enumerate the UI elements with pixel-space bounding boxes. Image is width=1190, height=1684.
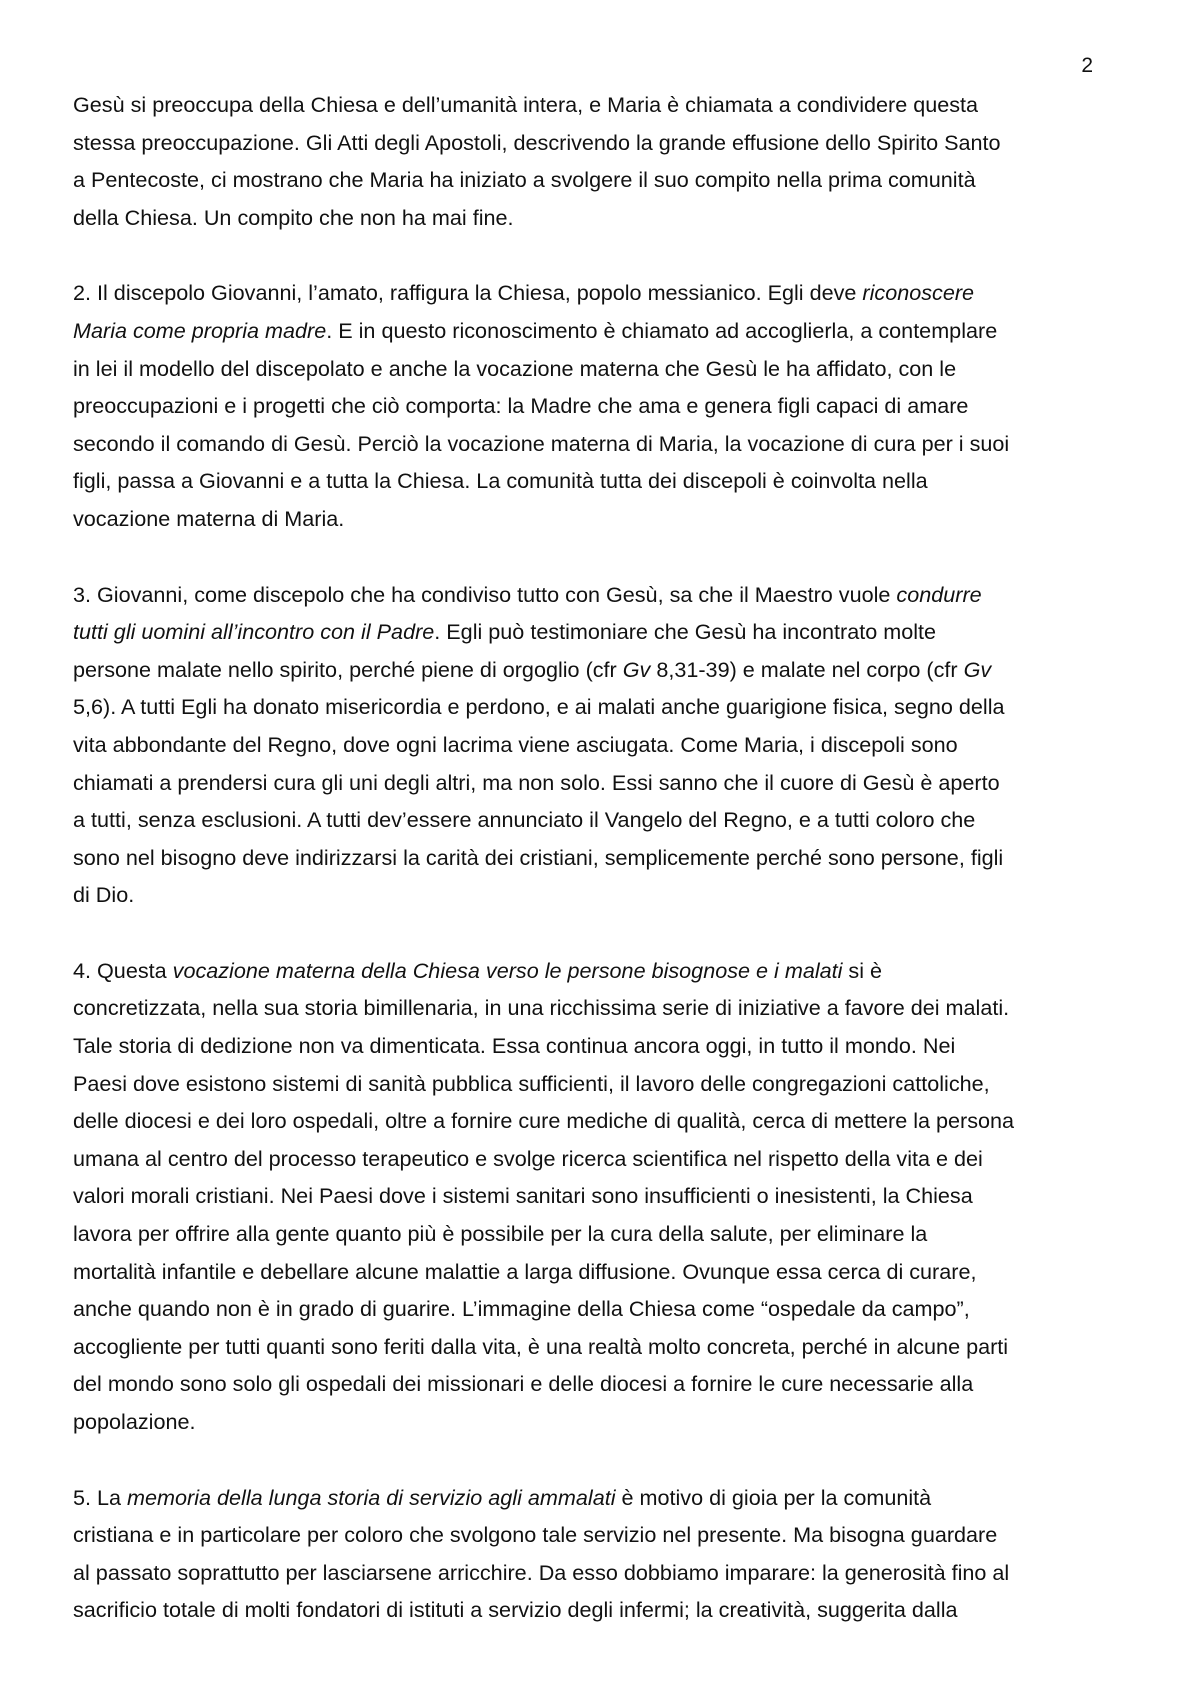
text-segment: al passato soprattutto per lasciarsene arricchire. Da esso dobbiamo imparare: la generosità fino al [73,1559,1010,1585]
italic-text: condurre [896,581,982,607]
text-segment: delle diocesi e dei loro ospedali, oltre a fornire cure mediche di qualità, cerca di mettere la persona [73,1108,1015,1134]
text-line [73,1215,1125,1253]
text-line [73,1516,1125,1554]
text-line [73,764,1125,802]
text-segment: preoccupazioni e i progetti che ciò comporta: la Madre che ama e genera figli capaci di amare [73,393,969,419]
text-segment: sacrificio totale di molti fondatori di istituti a servizio degli infermi; la creatività, suggerita dalla [73,1597,958,1623]
italic-text: memoria della lunga storia di servizio agli ammalati [127,1484,616,1510]
text-line [73,312,1125,350]
text-segment: . E in questo riconoscimento è chiamato ad accoglierla, a contemplare [326,317,998,343]
text-segment: valori morali cristiani. Nei Paesi dove i sistemi sanitari sono insufficienti o inesistenti, la Chiesa [73,1183,973,1209]
italic-text: tutti gli uomini all’incontro con il Padre [73,619,435,645]
text-segment: stessa preoccupazione. Gli Atti degli Apostoli, descrivendo la grande effusione dello Spirito Santo [73,129,1001,155]
text-line [73,726,1125,764]
page-number: 2 [1081,54,1093,77]
text-line [73,952,1125,990]
text-line [73,425,1125,463]
text-segment: popolazione. [73,1409,196,1434]
text-segment: anche quando non è in grado di guarire. L’immagine della Chiesa come “ospedale da campo”, [73,1296,970,1322]
text-line [73,1365,1125,1403]
text-line [73,1253,1125,1291]
text-line [73,462,1125,500]
text-line [73,1065,1125,1103]
text-segment: si è [842,957,883,983]
text-line [73,801,1125,839]
text-line [73,1328,1125,1366]
text-segment: chiamati a prendersi cura gli uni degli altri, ma non solo. Essi sanno che il cuore di Gesù è aperto [73,769,1000,795]
paragraph [73,86,1125,236]
paragraph [73,274,1125,537]
italic-text: Gv [622,656,651,682]
text-segment: 5. La [73,1484,128,1510]
text-line [73,199,1125,237]
text-segment: a tutti, senza esclusioni. A tutti dev’essere annunciato il Vangelo del Regno, e a tutti coloro che [73,807,976,833]
text-segment: della Chiesa. Un compito che non ha mai fine. [73,204,514,230]
text-segment: Tale storia di dedizione non va dimenticata. Essa continua ancora oggi, in tutto il mondo. Nei [73,1033,956,1059]
text-segment: 8,31-39) e malate nel corpo (cfr [650,656,964,682]
text-segment: vocazione materna di Maria. [73,505,345,531]
text-line [73,839,1125,877]
text-segment: vita abbondante del Regno, dove ogni lacrima viene asciugata. Come Maria, i discepoli sono [73,731,958,757]
text-line [73,86,1125,124]
text-line [73,989,1125,1027]
italic-text: Gv [963,656,992,682]
text-segment: di Dio. [73,882,135,908]
text-segment: in lei il modello del discepolato e anche la vocazione materna che Gesù le ha affidato, con le [73,355,957,381]
text-line [73,124,1125,162]
text-line [73,1479,1125,1517]
text-segment: 5,6). A tutti Egli ha donato misericordia e perdono, e ai malati anche guarigione fisica, segno della [73,694,1005,720]
paragraph [73,1479,1125,1629]
text-segment: 3. Giovanni, come discepolo che ha condiviso tutto con Gesù, sa che il Maestro vuole [73,581,897,607]
text-segment: è motivo di gioia per la comunità [615,1484,932,1510]
text-line [73,387,1125,425]
text-line [73,1290,1125,1328]
text-line [73,1591,1125,1629]
text-line [73,1102,1125,1140]
paragraph [73,576,1125,914]
text-segment: secondo il comando di Gesù. Perciò la vocazione materna di Maria, la vocazione di cura per i suoi [73,430,1010,456]
text-line [73,350,1125,388]
text-line [73,613,1125,651]
text-segment: . Egli può testimoniare che Gesù ha incontrato molte [434,619,937,645]
text-segment: 2. Il discepolo Giovanni, l’amato, raffigura la Chiesa, popolo messianico. Egli deve [73,280,863,306]
italic-text: vocazione materna della Chiesa verso le persone bisognose e i malati [172,957,843,983]
text-segment: sono nel bisogno deve indirizzarsi la carità dei cristiani, semplicemente perché sono persone, figli [73,844,1004,870]
text-line [73,1554,1125,1592]
text-line [73,161,1125,199]
text-segment: figli, passa a Giovanni e a tutta la Chiesa. La comunità tutta dei discepoli è coinvolta nella [73,468,928,494]
text-line [73,876,1125,914]
text-line [73,688,1125,726]
text-segment: 4. Questa [73,957,173,983]
text-line [73,1177,1125,1215]
text-segment: lavora per offrire alla gente quanto più è possibile per la cura della salute, per eliminare la [73,1221,928,1247]
text-segment: Paesi dove esistono sistemi di sanità pubblica sufficienti, il lavoro delle congregazioni cattoliche, [73,1070,990,1096]
paragraph [73,952,1125,1441]
text-line [73,500,1125,538]
document-body [73,86,1125,1629]
italic-text: riconoscere [862,280,975,306]
text-line [73,1140,1125,1178]
text-segment: umana al centro del processo terapeutico e svolge ricerca scientifica nel rispetto della vita e dei [73,1145,983,1171]
text-segment: Gesù si preoccupa della Chiesa e dell’umanità intera, e Maria è chiamata a condividere questa [73,92,979,117]
text-line [73,274,1125,312]
text-segment: del mondo sono solo gli ospedali dei missionari e delle diocesi a fornire le cure necessarie alla [73,1371,974,1397]
text-segment: cristiana e in particolare per coloro che svolgono tale servizio nel presente. Ma bisogna guardare [73,1522,998,1548]
text-line [73,651,1125,689]
text-segment: concretizzata, nella sua storia bimillenaria, in una ricchissima serie di iniziative a favore dei malati. [73,995,1010,1021]
text-segment: mortalità infantile e debellare alcune malattie a larga diffusione. Ovunque essa cerca di curare, [73,1258,977,1284]
text-segment: accogliente per tutti quanti sono feriti dalla vita, è una realtà molto concreta, perché in alcune parti [73,1333,1009,1359]
italic-text: Maria come propria madre [73,317,327,343]
text-line [73,1027,1125,1065]
text-line [73,1403,1125,1441]
text-segment: persone malate nello spirito, perché piene di orgoglio (cfr [73,656,623,682]
text-line [73,576,1125,614]
text-segment: a Pentecoste, ci mostrano che Maria ha iniziato a svolgere il suo compito nella prima comunità [73,167,976,193]
